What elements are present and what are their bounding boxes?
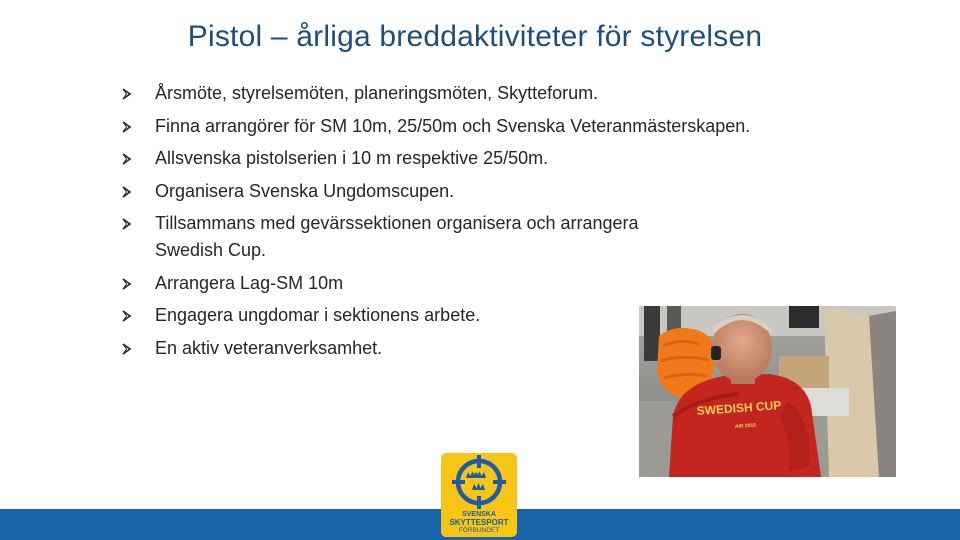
arrow-bullet-icon	[122, 278, 132, 290]
bullet-text: Årsmöte, styrelsemöten, planeringsmöten, Skytteforum.	[155, 83, 599, 103]
bullet-text: Tillsammans med gevärssektionen organisera och arrangera	[155, 213, 639, 233]
bullet-text: Engagera ungdomar i sektionens arbete.	[155, 305, 481, 325]
bullet-text: Arrangera Lag-SM 10m	[155, 272, 344, 293]
shooter-photo-illustration	[639, 306, 896, 477]
logo-text-line1: SVENSKA	[462, 511, 496, 518]
logo-text-line3: FÖRBUNDET	[458, 527, 500, 534]
bullet-text: Finna arrangörer för SM 10m, 25/50m och Svenska Veteranmästerskapen.	[155, 115, 751, 136]
list-item	[122, 270, 822, 297]
bullet-text: Organisera Svenska Ungdomscupen.	[155, 180, 455, 201]
bullet-text: Allsvenska pistolserien i 10 m respektive 25/50m.	[155, 148, 549, 168]
list-item	[122, 145, 822, 172]
list-item	[122, 178, 822, 205]
list-item	[122, 113, 822, 140]
list-item	[122, 80, 822, 107]
arrow-bullet-icon	[122, 186, 132, 198]
bullet-text-continued: Swedish Cup.	[155, 240, 267, 260]
arrow-bullet-icon	[122, 153, 132, 165]
arrow-bullet-icon	[122, 218, 132, 230]
crosshair-crowns-icon	[441, 453, 517, 511]
arrow-bullet-icon	[122, 310, 132, 322]
logo-text-line2: SKYTTESPORT	[449, 518, 509, 527]
list-item	[122, 210, 822, 264]
arrow-bullet-icon	[122, 121, 132, 133]
shirt-subtext: AIR 2019	[734, 422, 757, 430]
slide-title: Pistol – årliga breddaktiviteter för styrelsen	[187, 20, 763, 53]
shirt-text: SWEDISH CUP	[696, 398, 782, 418]
arrow-bullet-icon	[122, 343, 132, 355]
bullet-text: En aktiv veteranverksamhet.	[155, 337, 383, 358]
shooter-photo	[639, 306, 896, 477]
arrow-bullet-icon	[122, 88, 132, 100]
svenska-skyttesport-logo	[441, 453, 517, 537]
